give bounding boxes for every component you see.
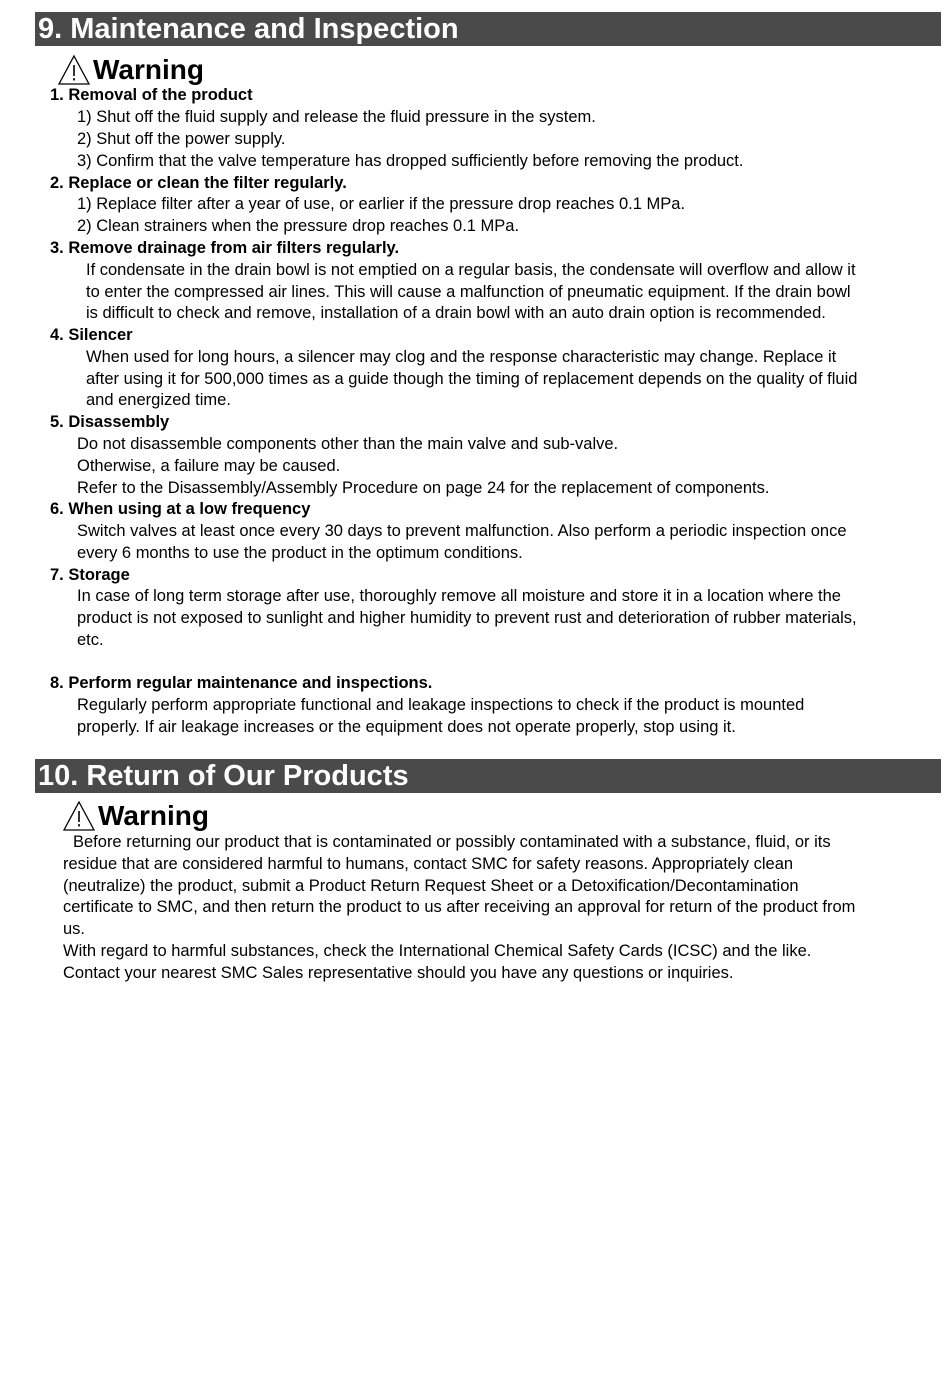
warning-banner-9 [57,50,204,86]
item-4-line-3: and energized time. [86,391,231,409]
item-heading-2: 2. Replace or clean the filter regularly. [50,174,347,192]
warning-triangle-icon [62,800,96,832]
item-3-line-3: is difficult to check and remove, installation of a drain bowl with an auto drain option is recommended. [86,304,826,322]
warning-triangle-icon [57,54,91,86]
item-7-line-2: product is not exposed to sunlight and higher humidity to prevent rust and deterioration of rubber materials, [77,609,857,627]
item-4-line-1: When used for long hours, a silencer may clog and the response characteristic may change. Replace it [86,348,837,366]
item-7-line-1: In case of long term storage after use, thoroughly remove all moisture and store it in a location where the [77,587,841,605]
item-5-line-1: Do not disassemble components other than the main valve and sub-valve. [77,435,619,453]
item-2-line-1: 1) Replace filter after a year of use, or earlier if the pressure drop reaches 0.1 MPa. [77,195,686,213]
return-line-3: (neutralize) the product, submit a Product Return Request Sheet or a Detoxification/Decontamination [63,877,799,895]
section-9-title: 9. Maintenance and Inspection [35,12,941,46]
item-8-line-2: properly. If air leakage increases or the equipment does not operate properly, stop using it. [77,718,736,736]
item-heading-8: 8. Perform regular maintenance and inspections. [50,674,433,692]
item-heading-7: 7. Storage [50,566,130,584]
warning-label: Warning [93,54,204,85]
item-1-line-1: 1) Shut off the fluid supply and release the fluid pressure in the system. [77,108,596,126]
item-1-line-3: 3) Confirm that the valve temperature has dropped sufficiently before removing the product. [77,152,744,170]
item-heading-4: 4. Silencer [50,326,133,344]
item-heading-3: 3. Remove drainage from air filters regularly. [50,239,400,257]
section-10-title: 10. Return of Our Products [35,759,941,793]
item-2-line-2: 2) Clean strainers when the pressure drop reaches 0.1 MPa. [77,217,520,235]
item-heading-6: 6. When using at a low frequency [50,500,311,518]
return-line-2: residue that are considered harmful to humans, contact SMC for safety reasons. Appropriately clean [63,855,794,873]
item-6-line-2: every 6 months to use the product in the optimum conditions. [77,544,523,562]
item-3-line-2: to enter the compressed air lines. This will cause a malfunction of pneumatic equipment. If the drain bowl [86,283,851,301]
warning-banner-10 [62,796,209,832]
return-line-4: certificate to SMC, and then return the product to us after receiving an approval for return of the product from [63,898,856,916]
item-5-line-2: Otherwise, a failure may be caused. [77,457,341,475]
return-line-5: us. [63,920,86,938]
item-1-line-2: 2) Shut off the power supply. [77,130,286,148]
item-8-line-1: Regularly perform appropriate functional and leakage inspections to check if the product is mounted [77,696,805,714]
item-heading-1: 1. Removal of the product [50,86,253,104]
item-5-line-3: Refer to the Disassembly/Assembly Procedure on page 24 for the replacement of components. [77,479,770,497]
item-4-line-2: after using it for 500,000 times as a guide though the timing of replacement depends on the quality of fluid [86,370,858,388]
item-6-line-1: Switch valves at least once every 30 days to prevent malfunction. Also perform a periodic inspection once [77,522,847,540]
return-line-7: Contact your nearest SMC Sales representative should you have any questions or inquiries. [63,964,734,982]
return-line-1: Before returning our product that is contaminated or possibly contaminated with a substance, fluid, or its [73,833,831,851]
warning-label: Warning [98,800,209,831]
item-heading-5: 5. Disassembly [50,413,170,431]
item-7-line-3: etc. [77,631,104,649]
item-3-line-1: If condensate in the drain bowl is not emptied on a regular basis, the condensate will overflow and allow it [86,261,856,279]
return-line-6: With regard to harmful substances, check the International Chemical Safety Cards (ICSC) and the like. [63,942,812,960]
